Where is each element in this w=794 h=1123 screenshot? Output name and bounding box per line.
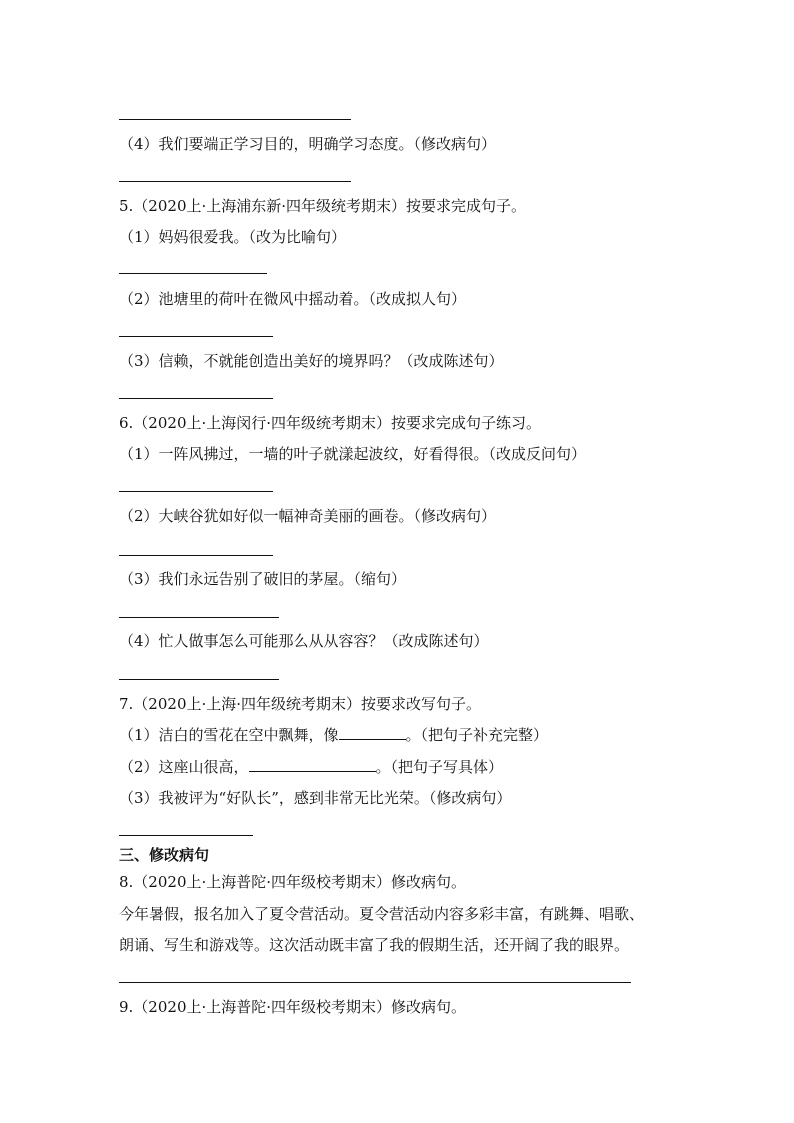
question-7-3: （3）我被评为“好队长”，感到非常无比光荣。（修改病句） bbox=[119, 789, 512, 807]
question-6-title: 6.（2020上·上海闵行·四年级统考期末）按要求完成句子练习。 bbox=[119, 414, 542, 432]
question-7-1 bbox=[119, 725, 548, 745]
answer-line[interactable] bbox=[119, 617, 279, 618]
answer-line[interactable] bbox=[119, 273, 267, 274]
question-4-4: （4）我们要端正学习目的，明确学习态度。（修改病句） bbox=[119, 135, 497, 153]
question-7-1-hint: 。（把句子补充完整） bbox=[405, 726, 549, 744]
question-7-2-hint: 。（把句子写具体） bbox=[375, 758, 504, 776]
answer-line[interactable] bbox=[119, 982, 631, 983]
answer-line[interactable] bbox=[119, 336, 273, 337]
answer-line[interactable] bbox=[119, 491, 273, 492]
question-7-title: 7.（2020上·上海·四年级统考期末）按要求改写句子。 bbox=[119, 695, 482, 713]
question-8-text-line-1: 今年暑假，报名加入了夏令营活动。夏令营活动内容多彩丰富，有跳舞、唱歌、 bbox=[119, 905, 645, 923]
question-5-2: （2）池塘里的荷叶在微风中摇动着。（改成拟人句） bbox=[119, 290, 467, 308]
question-9-title: 9.（2020上·上海普陀·四年级校考期末）修改病句。 bbox=[119, 998, 467, 1016]
question-7-1-text: （1）洁白的雪花在空中飘舞，像 bbox=[119, 726, 339, 744]
answer-line[interactable] bbox=[119, 679, 279, 680]
question-5-1: （1）妈妈很爱我。（改为比喻句） bbox=[119, 228, 347, 246]
question-7-2 bbox=[119, 757, 503, 777]
question-6-4: （4）忙人做事怎么可能那么从从容容？（改成陈述句） bbox=[119, 632, 489, 650]
answer-line[interactable] bbox=[119, 555, 273, 556]
fill-in-blank[interactable] bbox=[339, 725, 406, 740]
question-5-3: （3）信赖，不就能创造出美好的境界吗？（改成陈述句） bbox=[119, 352, 504, 370]
answer-line[interactable] bbox=[119, 181, 351, 182]
question-6-2: （2）大峡谷犹如好似一幅神奇美丽的画卷。（修改病句） bbox=[119, 507, 497, 525]
question-8-title: 8.（2020上·上海普陀·四年级校考期末）修改病句。 bbox=[119, 873, 467, 891]
question-6-3: （3）我们永远告别了破旧的茅屋。（缩句） bbox=[119, 570, 407, 588]
section-heading: 三、修改病句 bbox=[119, 846, 210, 864]
answer-line[interactable] bbox=[119, 835, 253, 836]
question-7-2-text: （2）这座山很高， bbox=[119, 758, 249, 776]
question-5-title: 5.（2020上·上海浦东新·四年级统考期末）按要求完成句子。 bbox=[119, 197, 527, 215]
question-6-1: （1）一阵风拂过，一墙的叶子就漾起波纹，好看得很。（改成反问句） bbox=[119, 445, 587, 463]
question-8-text-line-2: 朗诵、写生和游戏等。这次活动既丰富了我的假期生活，还开阔了我的眼界。 bbox=[119, 936, 630, 954]
answer-line[interactable] bbox=[119, 398, 273, 399]
fill-in-blank[interactable] bbox=[249, 757, 376, 772]
answer-line[interactable] bbox=[119, 119, 351, 120]
